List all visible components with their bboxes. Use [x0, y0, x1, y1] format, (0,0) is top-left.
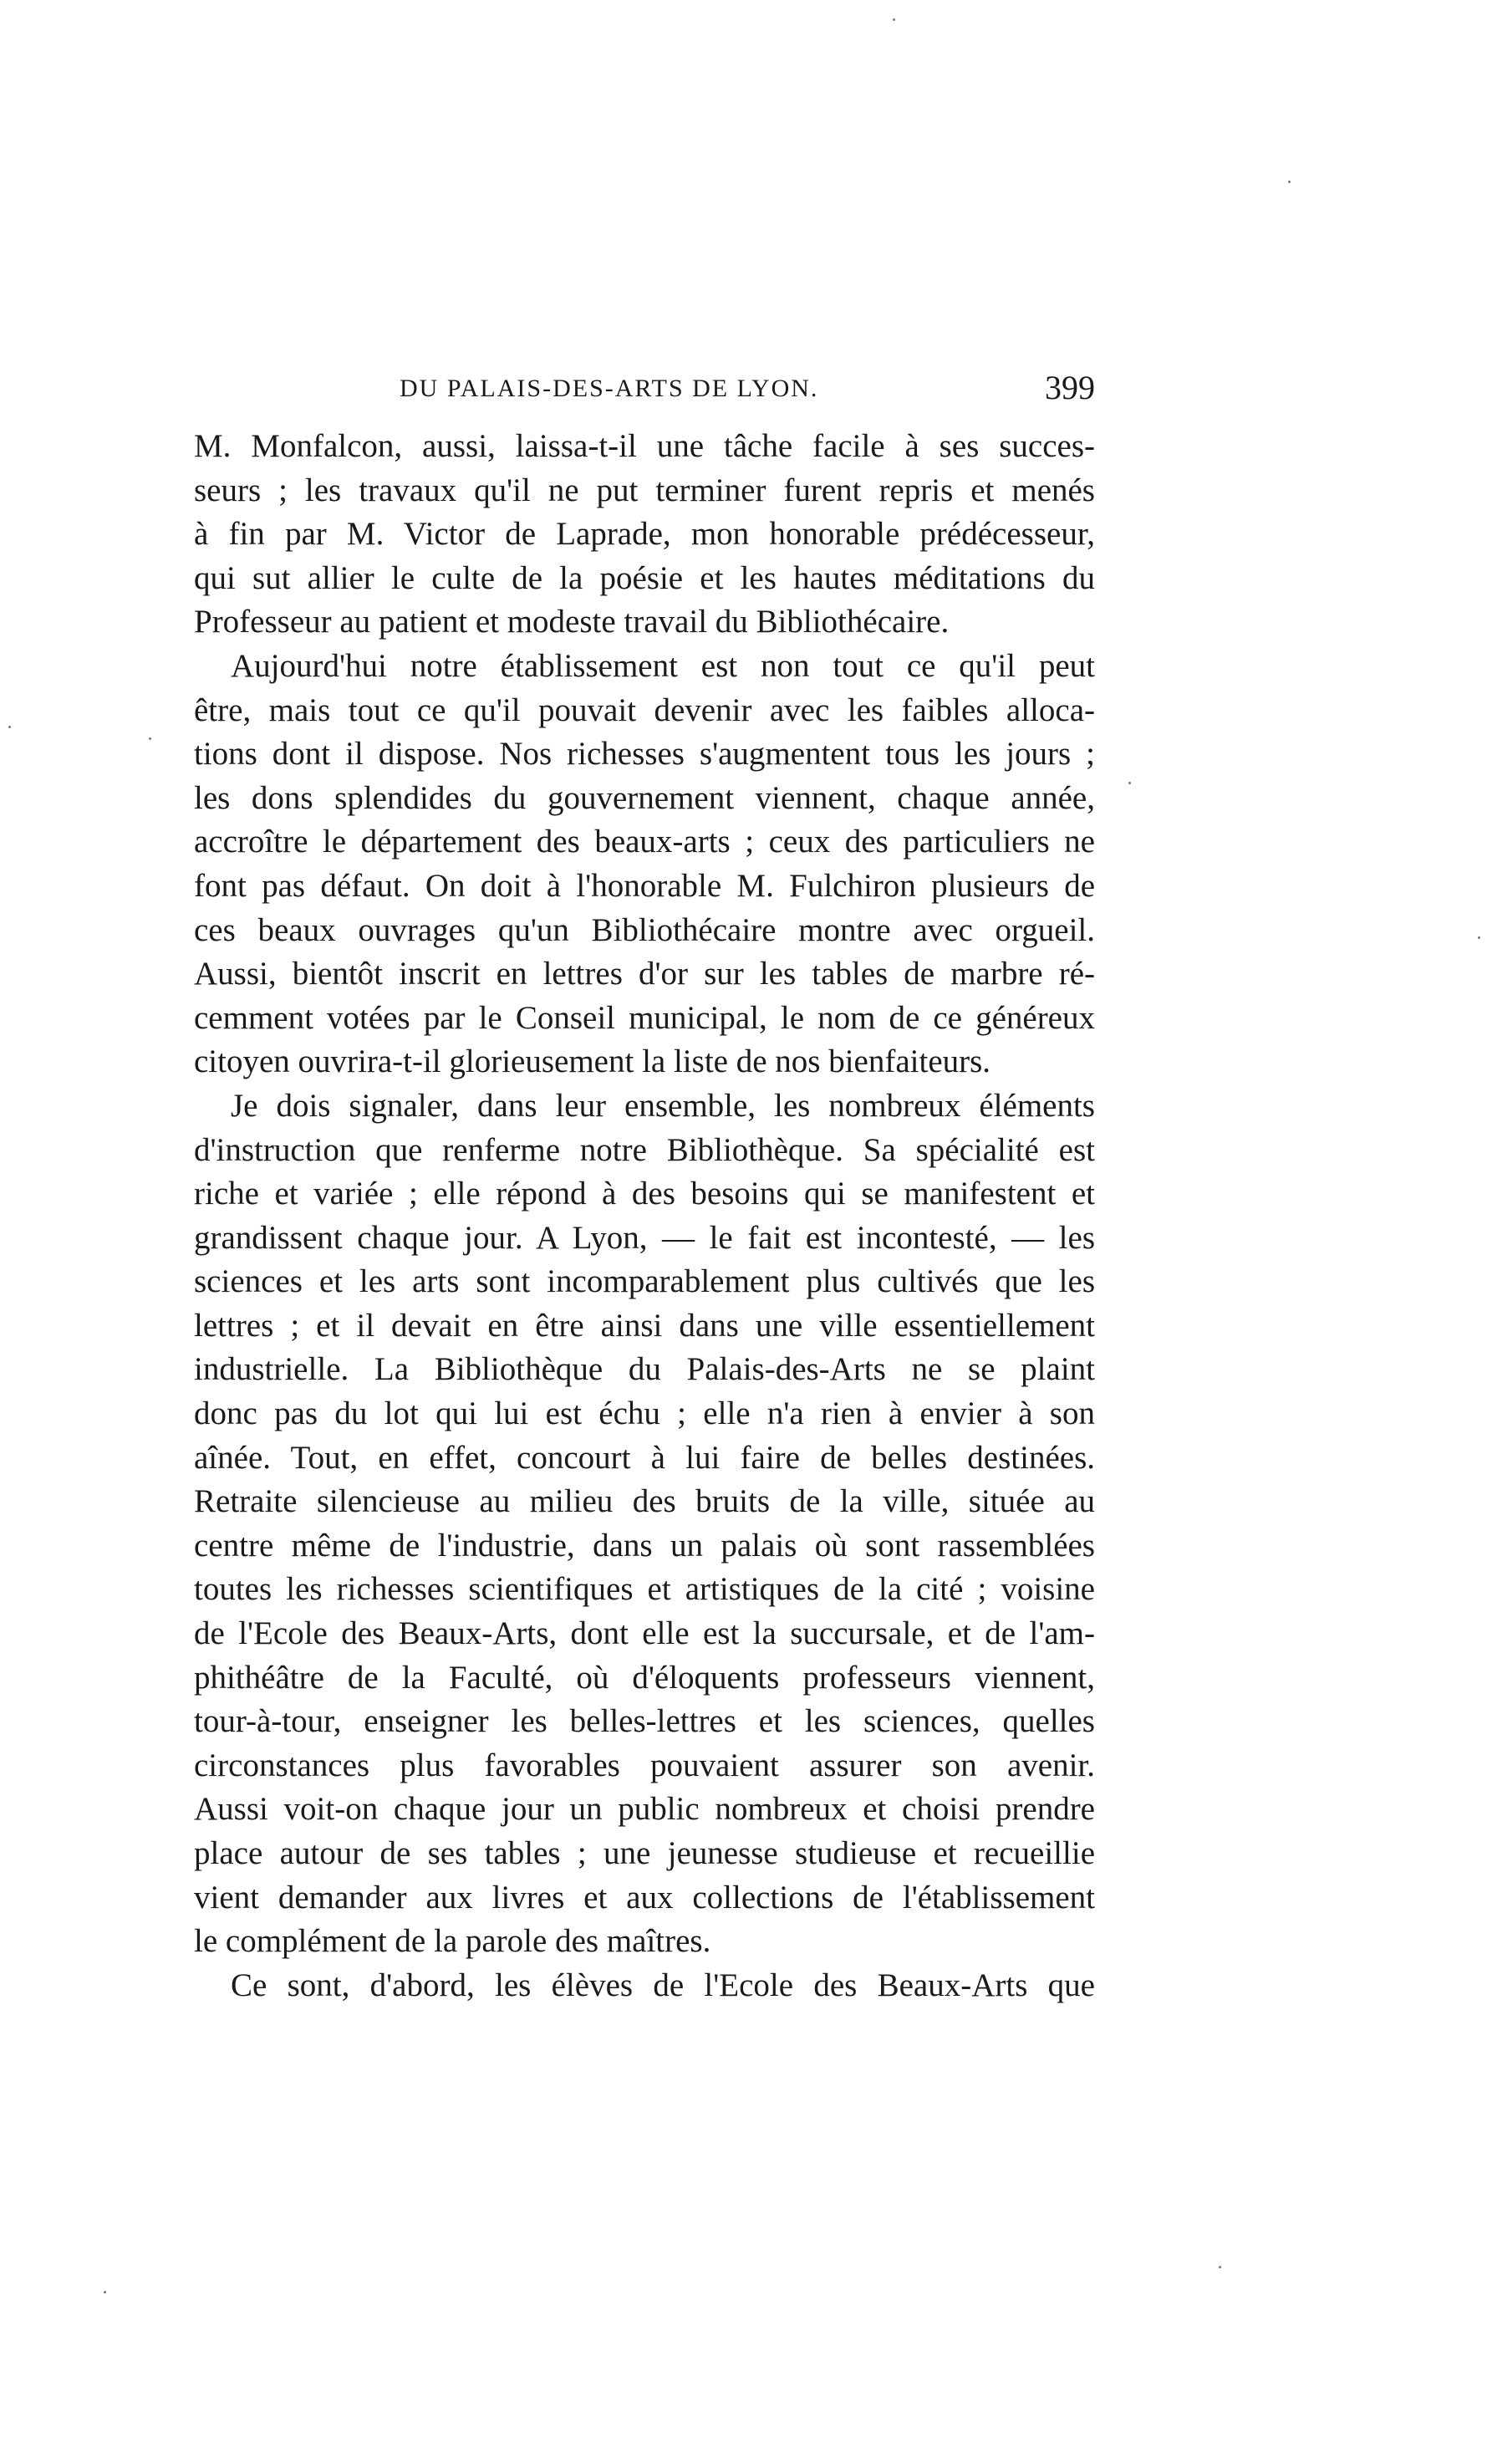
text-line: Aussi voit-on chaque jour un public nombreux et choisi prendre: [194, 1791, 1095, 1828]
text-line: phithéâtre de la Faculté, où d'éloquents professeurs viennent,: [194, 1659, 1095, 1696]
text-line: ces beaux ouvrages qu'un Bibliothécaire montre avec orgueil.: [194, 911, 1095, 948]
paper-speck: [893, 18, 895, 21]
text-line: riche et variée ; elle répond à des besoins qui se manifestent et: [194, 1176, 1095, 1212]
text-line: tions dont il dispose. Nos richesses s'augmentent tous les jours ;: [194, 736, 1095, 773]
text-line: centre même de l'industrie, dans un palais où sont rassemblées: [194, 1527, 1095, 1564]
text-line: cemment votées par le Conseil municipal, le nom de ce généreux: [194, 999, 1095, 1036]
paper-speck: [1288, 181, 1291, 183]
paper-speck: [1478, 936, 1480, 939]
text-line: Retraite silencieuse au milieu des bruits de la ville, située au: [194, 1483, 1095, 1520]
text-line: lettres ; et il devait en être ainsi dans une ville essentiellement: [194, 1307, 1095, 1344]
body-text: [194, 425, 1095, 2007]
running-title: DU PALAIS-DES-ARTS DE LYON.: [400, 375, 819, 402]
paper-speck: [1219, 2266, 1221, 2268]
text-line: aînée. Tout, en effet, concourt à lui faire de belles destinées.: [194, 1439, 1095, 1476]
page-number: 399: [1045, 369, 1095, 406]
text-line: toutes les richesses scientifiques et artistiques de la cité ; voisine: [194, 1571, 1095, 1608]
text-line: le complément de la parole des maîtres.: [194, 1923, 711, 1960]
text-line: tour-à-tour, enseigner les belles-lettres et les sciences, quelles: [194, 1703, 1095, 1740]
text-line: citoyen ouvrira-t-il glorieusement la liste de nos bienfaiteurs.: [194, 1043, 991, 1080]
text-line: seurs ; les travaux qu'il ne put terminer furent repris et menés: [194, 472, 1095, 508]
text-line: font pas défaut. On doit à l'honorable M. Fulchiron plusieurs de: [194, 867, 1095, 904]
text-line: place autour de ses tables ; une jeunesse studieuse et recueillie: [194, 1835, 1095, 1871]
paper-speck: [149, 737, 151, 740]
text-line: Aujourd'hui notre établissement est non tout ce qu'il peut: [231, 647, 1095, 684]
text-line: qui sut allier le culte de la poésie et les hautes méditations du: [194, 559, 1095, 596]
text-line: à fin par M. Victor de Laprade, mon honorable prédécesseur,: [194, 516, 1095, 553]
paper-speck: [8, 726, 11, 728]
text-line: être, mais tout ce qu'il pouvait devenir avec les faibles alloca-: [194, 691, 1095, 728]
text-line: grandissent chaque jour. A Lyon, — le fait est incontesté, — les: [194, 1219, 1095, 1256]
text-line: d'instruction que renferme notre Bibliothèque. Sa spécialité est: [194, 1131, 1095, 1168]
text-line: Professeur au patient et modeste travail du Bibliothécaire.: [194, 604, 950, 640]
text-line: circonstances plus favorables pouvaient assurer son avenir.: [194, 1747, 1095, 1783]
text-line: les dons splendides du gouvernement viennent, chaque année,: [194, 779, 1095, 816]
text-line: industrielle. La Bibliothèque du Palais-des-Arts ne se plaint: [194, 1351, 1095, 1388]
paper-speck: [1128, 782, 1131, 784]
text-line: accroître le département des beaux-arts ; ceux des particuliers ne: [194, 824, 1095, 860]
text-line: Ce sont, d'abord, les élèves de l'Ecole des Beaux-Arts que: [231, 1967, 1095, 2003]
text-line: donc pas du lot qui lui est échu ; elle n'a rien à envier à son: [194, 1395, 1095, 1432]
running-head: [194, 368, 1095, 418]
text-line: M. Monfalcon, aussi, laissa-t-il une tâche facile à ses succes-: [194, 428, 1095, 464]
text-line: Je dois signaler, dans leur ensemble, les nombreux éléments: [231, 1087, 1095, 1124]
text-line: sciences et les arts sont incomparablement plus cultivés que les: [194, 1263, 1095, 1300]
text-line: Aussi, bientôt inscrit en lettres d'or sur les tables de marbre ré-: [194, 956, 1095, 992]
paper-speck: [104, 2291, 106, 2293]
text-line: de l'Ecole des Beaux-Arts, dont elle est la succursale, et de l'am-: [194, 1615, 1095, 1652]
text-line: vient demander aux livres et aux collections de l'établissement: [194, 1879, 1095, 1916]
